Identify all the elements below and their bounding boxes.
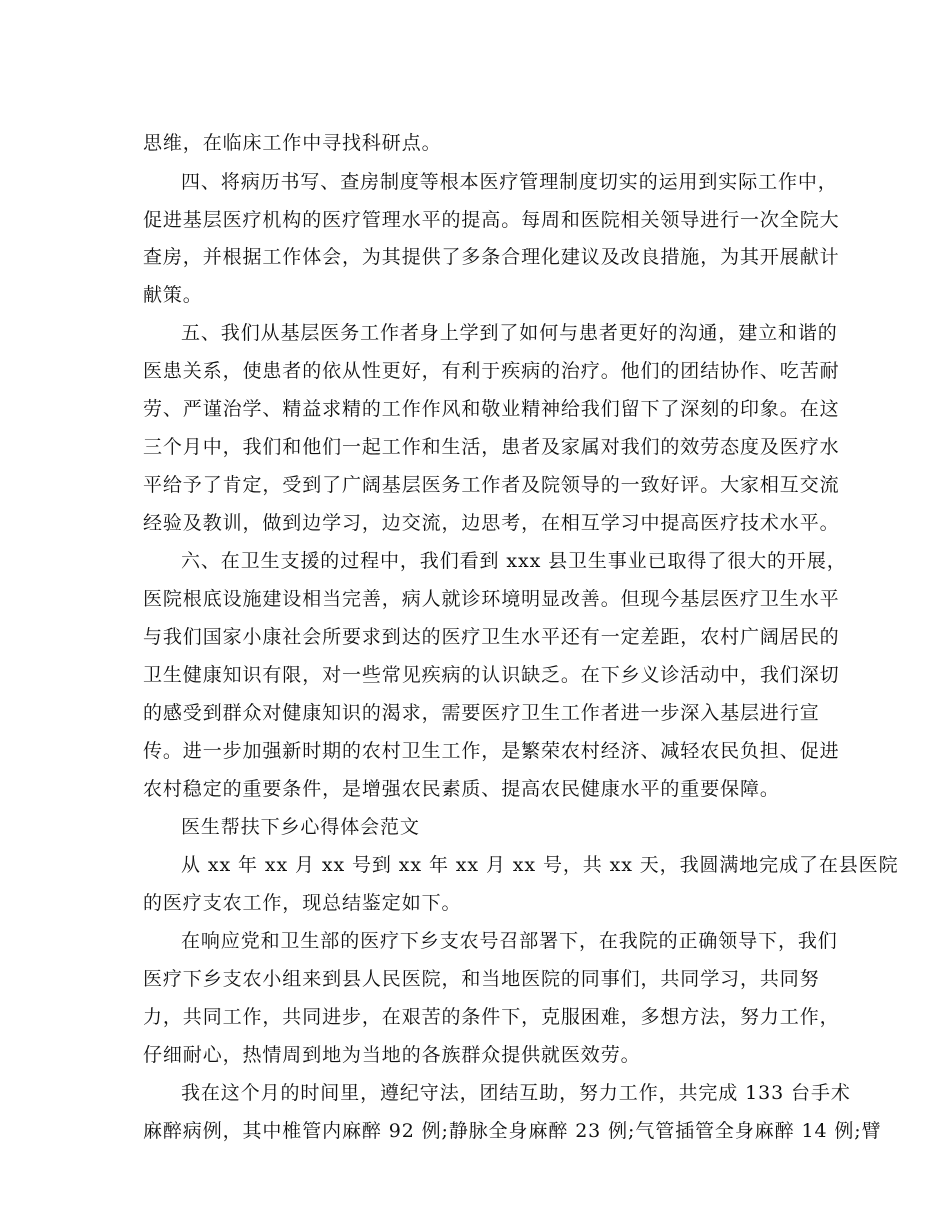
paragraph-4-start: 四、将病历书写、查房制度等根本医疗管理制度切实的运用到实际工作中，: [181, 171, 838, 193]
text-line: 力，共同工作，共同进步，在艰苦的条件下，克服困难，多想方法，努力工作，: [143, 1006, 840, 1028]
text-line: 卫生健康知识有限，对一些常见疾病的认识缺乏。在下乡义诊活动中，我们深切: [143, 664, 840, 686]
text-line: 医院根底设施建设相当完善，病人就诊环境明显改善。但现今基层医疗卫生水平: [143, 588, 840, 610]
text-line: 仔细耐心，热情周到地为当地的各族群众提供就医效劳。: [143, 1044, 641, 1066]
intro-paragraph-start: 从 xx 年 xx 月 xx 号到 xx 年 xx 月 xx 号，共 xx 天，我圆满地完成了在县医院: [181, 854, 899, 876]
text-line: 劳、严谨治学、精益求精的工作作风和敬业精神给我们留下了深刻的印象。在这: [143, 398, 840, 420]
text-line: 查房，并根据工作体会，为其提供了多条合理化建议及改良措施，为其开展献计: [143, 246, 840, 268]
text-line: 促进基层医疗机构的医疗管理水平的提高。每周和医院相关领导进行一次全院大: [143, 209, 840, 231]
text-line: 麻醉病例，其中椎管内麻醉 92 例;静脉全身麻醉 23 例;气管插管全身麻醉 14 例;臂: [143, 1120, 882, 1142]
text-line: 献策。: [143, 284, 203, 306]
paragraph-6-start: 六、在卫生支援的过程中，我们看到 xxx 县卫生事业已取得了很大的开展，: [181, 550, 847, 572]
text-line: 医疗下乡支农小组来到县人民医院，和当地医院的同事们，共同学习，共同努: [143, 968, 820, 990]
paragraph-5-start: 五、我们从基层医务工作者身上学到了如何与患者更好的沟通，建立和谐的: [181, 322, 838, 344]
section-title: 医生帮扶下乡心得体会范文: [181, 816, 420, 838]
text-line: 三个月中，我们和他们一起工作和生活，患者及家属对我们的效劳态度及医疗水: [143, 436, 840, 458]
text-line: 的感受到群众对健康知识的渴求，需要医疗卫生工作者进一步深入基层进行宣: [143, 702, 820, 724]
text-line: 平给予了肯定，受到了广阔基层医务工作者及院领导的一致好评。大家相互交流: [143, 474, 840, 496]
text-line: 医患关系，使患者的依从性更好，有利于疾病的治疗。他们的团结协作、吃苦耐: [143, 360, 840, 382]
text-line: 经验及教训，做到边学习，边交流，边思考，在相互学习中提高医疗技术水平。: [143, 512, 840, 534]
text-line: 传。进一步加强新时期的农村卫生工作，是繁荣农村经济、减轻农民负担、促进: [143, 740, 840, 762]
text-line: 与我们国家小康社会所要求到达的医疗卫生水平还有一定差距，农村广阔居民的: [143, 626, 840, 648]
text-line: 的医疗支农工作，现总结鉴定如下。: [143, 892, 462, 914]
text-line: 农村稳定的重要条件，是增强农民素质、提高农民健康水平的重要保障。: [143, 778, 780, 800]
text-line: 思维，在临床工作中寻找科研点。: [143, 132, 442, 154]
paragraph-start: 在响应党和卫生部的医疗下乡支农号召部署下，在我院的正确领导下，我们: [181, 930, 838, 952]
paragraph-start: 我在这个月的时间里，遵纪守法，团结互助，努力工作，共完成 133 台手术: [181, 1082, 851, 1104]
